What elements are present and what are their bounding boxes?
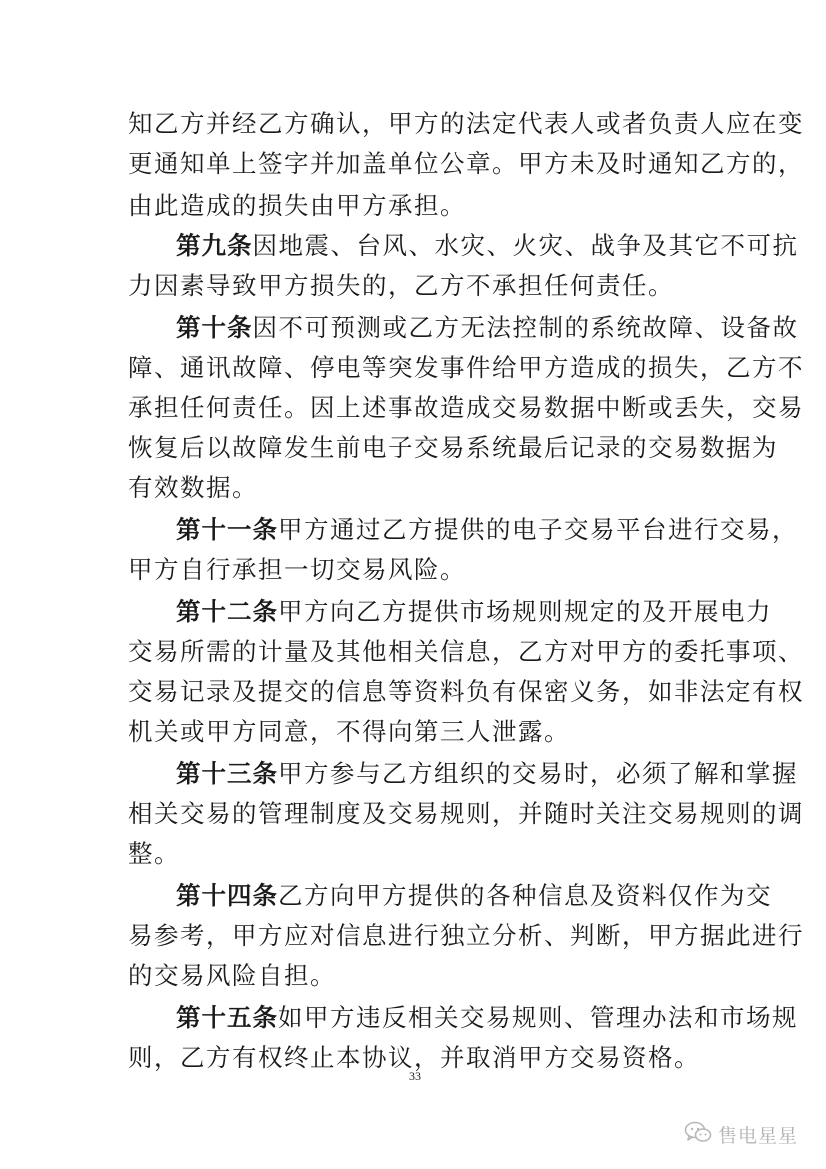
line-text: 机关或甲方同意，不得向第三人泄露。 bbox=[128, 717, 570, 746]
line-text: 由此造成的损失由甲方承担。 bbox=[128, 191, 466, 220]
text-line bbox=[0, 468, 826, 508]
article-9 bbox=[0, 226, 826, 266]
page-number: 33 bbox=[409, 1069, 421, 1083]
text-line bbox=[0, 672, 826, 712]
line-text: 交易所需的计量及其他相关信息，乙方对甲方的委托事项、 bbox=[128, 637, 804, 666]
text-line bbox=[0, 550, 826, 590]
article-heading: 第十四条 bbox=[176, 881, 278, 910]
line-text: 障、通讯故障、停电等突发事件给甲方造成的损失，乙方不 bbox=[128, 353, 804, 382]
article-heading: 第十一条 bbox=[176, 515, 278, 544]
text-line bbox=[0, 388, 826, 428]
text-line bbox=[0, 348, 826, 388]
text-line bbox=[0, 712, 826, 752]
line-text: 如甲方违反相关交易规则、管理办法和市场规 bbox=[278, 1003, 798, 1032]
text-line bbox=[0, 632, 826, 672]
line-text: 承担任何责任。因上述事故造成交易数据中断或丢失，交易 bbox=[128, 393, 804, 422]
line-text: 整。 bbox=[128, 839, 180, 868]
text-line bbox=[0, 144, 826, 184]
text-line bbox=[0, 428, 826, 468]
line-text: 相关交易的管理制度及交易规则，并随时关注交易规则的调 bbox=[128, 799, 804, 828]
line-text: 因不可预测或乙方无法控制的系统故障、设备故 bbox=[252, 313, 799, 342]
text-line bbox=[0, 186, 826, 226]
line-text: 恢复后以故障发生前电子交易系统最后记录的交易数据为 bbox=[128, 433, 778, 462]
article-12 bbox=[0, 592, 826, 632]
watermark-text: 售电星星 bbox=[718, 1124, 799, 1147]
line-text: 甲方参与乙方组织的交易时，必须了解和掌握 bbox=[278, 759, 798, 788]
text-line bbox=[0, 794, 826, 834]
article-11 bbox=[0, 510, 826, 550]
article-heading: 第十条 bbox=[176, 313, 253, 342]
line-text: 乙方向甲方提供的各种信息及资料仅作为交 bbox=[278, 881, 772, 910]
line-text: 力因素导致甲方损失的，乙方不承担任何责任。 bbox=[128, 271, 674, 300]
watermark bbox=[684, 1118, 814, 1150]
line-text: 有效数据。 bbox=[128, 473, 258, 502]
line-text: 甲方自行承担一切交易风险。 bbox=[128, 555, 466, 584]
line-text: 则，乙方有权终止本协议，并取消甲方交易资格。 bbox=[128, 1043, 700, 1072]
article-heading: 第九条 bbox=[176, 231, 253, 260]
line-text: 知乙方并经乙方确认，甲方的法定代表人或者负责人应在变 bbox=[128, 109, 804, 138]
line-text: 因地震、台风、水灾、火灾、战争及其它不可抗 bbox=[252, 231, 799, 260]
line-text: 易参考，甲方应对信息进行独立分析、判断，甲方据此进行 bbox=[128, 921, 804, 950]
text-line bbox=[0, 916, 826, 956]
wechat-icon bbox=[684, 1120, 712, 1148]
text-line bbox=[0, 266, 826, 306]
article-13 bbox=[0, 754, 826, 794]
article-10 bbox=[0, 308, 826, 348]
text-line bbox=[0, 104, 826, 144]
text-line bbox=[0, 956, 826, 996]
line-text: 更通知单上签字并加盖单位公章。甲方未及时通知乙方的， bbox=[128, 149, 804, 178]
article-14 bbox=[0, 876, 826, 916]
article-heading: 第十二条 bbox=[176, 597, 278, 626]
article-heading: 第十三条 bbox=[176, 759, 278, 788]
article-heading: 第十五条 bbox=[176, 1003, 278, 1032]
article-15 bbox=[0, 998, 826, 1038]
text-line bbox=[0, 834, 826, 874]
line-text: 交易记录及提交的信息等资料负有保密义务，如非法定有权 bbox=[128, 677, 804, 706]
line-text: 的交易风险自担。 bbox=[128, 961, 336, 990]
line-text: 甲方向乙方提供市场规则规定的及开展电力 bbox=[278, 597, 772, 626]
line-text: 甲方通过乙方提供的电子交易平台进行交易， bbox=[278, 515, 798, 544]
